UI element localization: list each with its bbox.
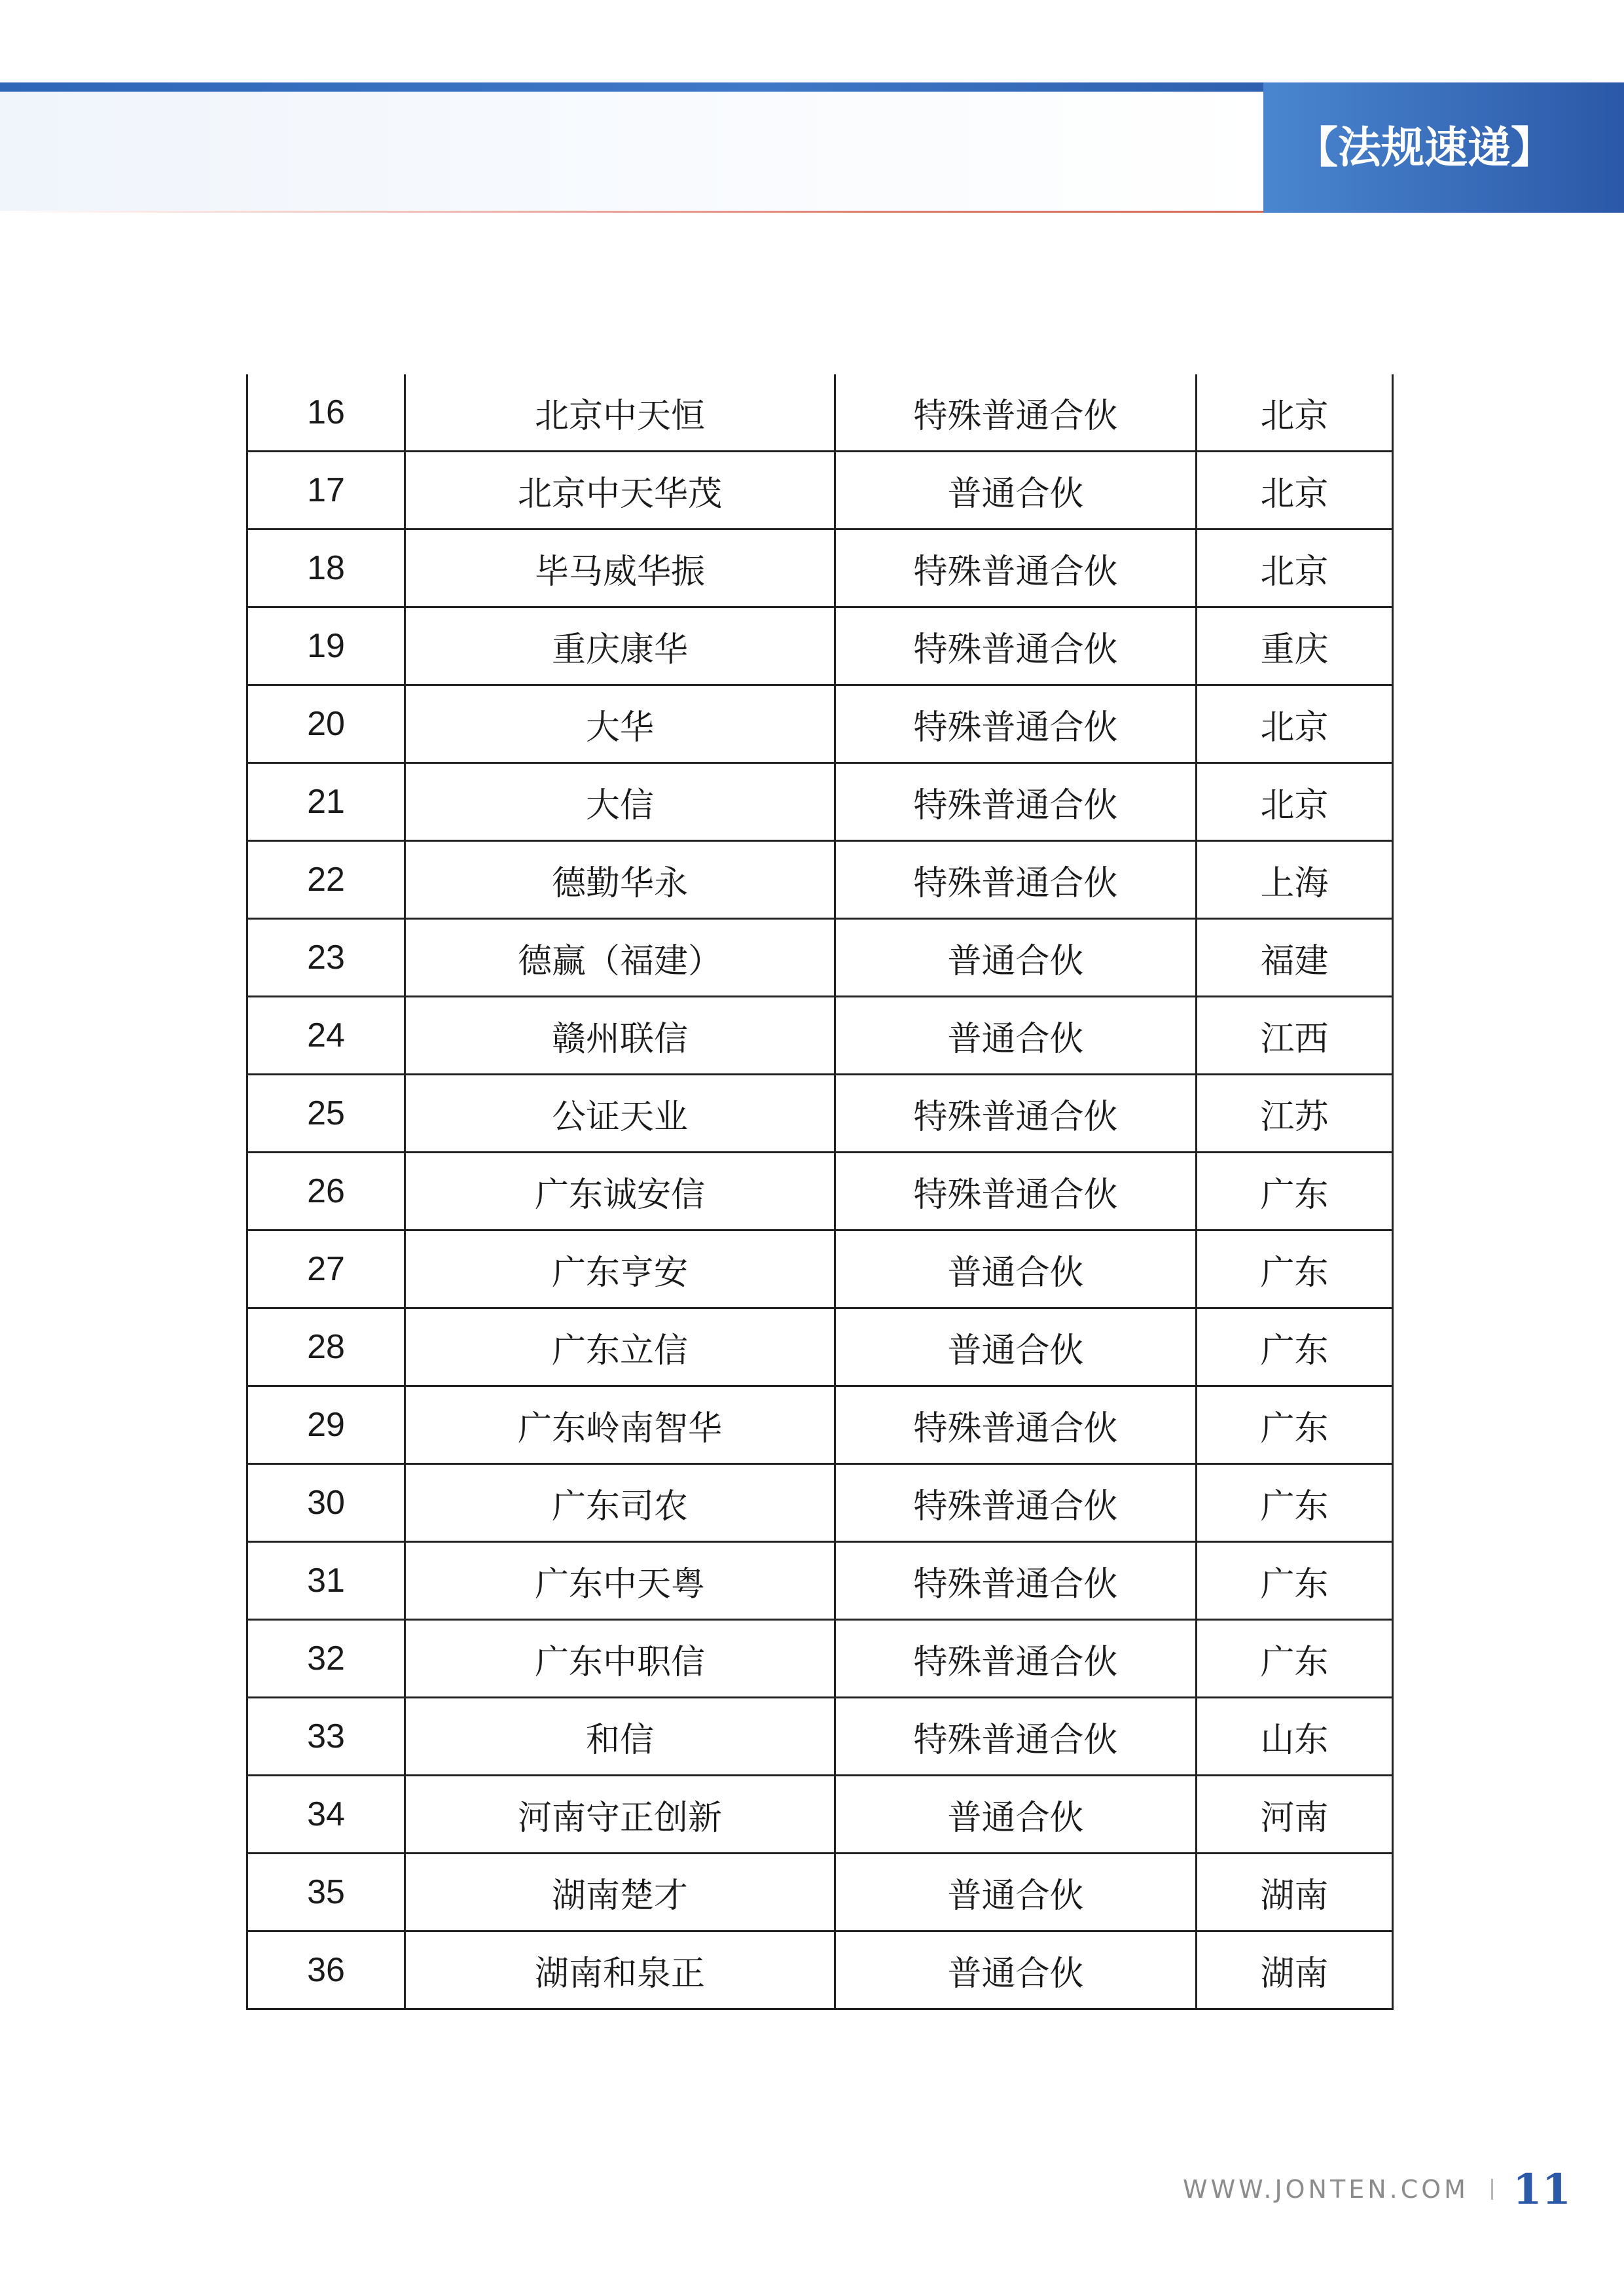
firm-name: 北京中天华茂 xyxy=(405,452,835,529)
row-number: 23 xyxy=(247,919,405,997)
table-row xyxy=(247,1464,1393,1542)
region: 山东 xyxy=(1197,1698,1393,1776)
table-row xyxy=(247,919,1393,997)
table-row xyxy=(247,763,1393,841)
firm-name: 广东岭南智华 xyxy=(405,1386,835,1464)
row-number: 24 xyxy=(247,997,405,1075)
firm-name: 湖南楚才 xyxy=(405,1854,835,1931)
table-row xyxy=(247,607,1393,685)
region: 河南 xyxy=(1197,1776,1393,1854)
table-row xyxy=(247,1308,1393,1386)
header-top-line xyxy=(0,82,1263,92)
firm-name: 大华 xyxy=(405,685,835,763)
firm-name: 湖南和泉正 xyxy=(405,1931,835,2009)
firm-name: 广东诚安信 xyxy=(405,1153,835,1230)
region: 广东 xyxy=(1197,1620,1393,1698)
firm-name: 赣州联信 xyxy=(405,997,835,1075)
firm-name: 德赢（福建） xyxy=(405,919,835,997)
firm-name: 德勤华永 xyxy=(405,841,835,919)
region: 广东 xyxy=(1197,1464,1393,1542)
firm-name: 和信 xyxy=(405,1698,835,1776)
partnership-type: 特殊普通合伙 xyxy=(835,529,1197,607)
partnership-type: 特殊普通合伙 xyxy=(835,763,1197,841)
firm-name: 广东司农 xyxy=(405,1464,835,1542)
header-band xyxy=(0,92,1263,211)
partnership-type: 特殊普通合伙 xyxy=(835,607,1197,685)
table-row xyxy=(247,997,1393,1075)
page-number: 11 xyxy=(1512,2164,1571,2214)
region: 广东 xyxy=(1197,1386,1393,1464)
row-number: 27 xyxy=(247,1230,405,1308)
region: 北京 xyxy=(1197,374,1393,452)
table-row xyxy=(247,1075,1393,1153)
table-row xyxy=(247,1153,1393,1230)
partnership-type: 普通合伙 xyxy=(835,919,1197,997)
firm-name: 重庆康华 xyxy=(405,607,835,685)
partnership-type: 普通合伙 xyxy=(835,1308,1197,1386)
row-number: 35 xyxy=(247,1854,405,1931)
partnership-type: 特殊普通合伙 xyxy=(835,1620,1197,1698)
firm-name: 广东中职信 xyxy=(405,1620,835,1698)
firm-name: 广东立信 xyxy=(405,1308,835,1386)
partnership-type: 普通合伙 xyxy=(835,1230,1197,1308)
region: 重庆 xyxy=(1197,607,1393,685)
row-number: 26 xyxy=(247,1153,405,1230)
region: 广东 xyxy=(1197,1308,1393,1386)
firm-name: 广东中天粤 xyxy=(405,1542,835,1620)
region: 江苏 xyxy=(1197,1075,1393,1153)
region: 北京 xyxy=(1197,763,1393,841)
table-row xyxy=(247,374,1393,452)
table-row xyxy=(247,1854,1393,1931)
row-number: 31 xyxy=(247,1542,405,1620)
partnership-type: 特殊普通合伙 xyxy=(835,841,1197,919)
row-number: 33 xyxy=(247,1698,405,1776)
region: 广东 xyxy=(1197,1542,1393,1620)
row-number: 19 xyxy=(247,607,405,685)
region: 湖南 xyxy=(1197,1931,1393,2009)
region: 广东 xyxy=(1197,1153,1393,1230)
table-row xyxy=(247,529,1393,607)
row-number: 30 xyxy=(247,1464,405,1542)
partnership-type: 普通合伙 xyxy=(835,452,1197,529)
partnership-type: 特殊普通合伙 xyxy=(835,374,1197,452)
row-number: 34 xyxy=(247,1776,405,1854)
partnership-type: 普通合伙 xyxy=(835,1931,1197,2009)
region: 北京 xyxy=(1197,452,1393,529)
table-row xyxy=(247,1931,1393,2009)
firm-name: 北京中天恒 xyxy=(405,374,835,452)
table-row xyxy=(247,685,1393,763)
table-row xyxy=(247,1698,1393,1776)
section-tag: 【法规速递】 xyxy=(1263,82,1624,213)
firm-name: 河南守正创新 xyxy=(405,1776,835,1854)
partnership-type: 特殊普通合伙 xyxy=(835,1698,1197,1776)
partnership-type: 特殊普通合伙 xyxy=(835,1075,1197,1153)
row-number: 22 xyxy=(247,841,405,919)
row-number: 20 xyxy=(247,685,405,763)
region: 上海 xyxy=(1197,841,1393,919)
row-number: 36 xyxy=(247,1931,405,2009)
firm-name: 毕马威华振 xyxy=(405,529,835,607)
row-number: 21 xyxy=(247,763,405,841)
region: 北京 xyxy=(1197,529,1393,607)
page-footer xyxy=(1113,2166,1571,2212)
region: 江西 xyxy=(1197,997,1393,1075)
firm-table-container xyxy=(246,374,1392,2010)
firm-name: 广东亨安 xyxy=(405,1230,835,1308)
table-row xyxy=(247,452,1393,529)
row-number: 18 xyxy=(247,529,405,607)
partnership-type: 特殊普通合伙 xyxy=(835,1542,1197,1620)
region: 广东 xyxy=(1197,1230,1393,1308)
partnership-type: 普通合伙 xyxy=(835,997,1197,1075)
row-number: 17 xyxy=(247,452,405,529)
row-number: 25 xyxy=(247,1075,405,1153)
firm-name: 公证天业 xyxy=(405,1075,835,1153)
footer-divider xyxy=(1491,2179,1493,2200)
row-number: 16 xyxy=(247,374,405,452)
partnership-type: 特殊普通合伙 xyxy=(835,1386,1197,1464)
table-row xyxy=(247,1620,1393,1698)
region: 福建 xyxy=(1197,919,1393,997)
header-accent-line xyxy=(0,211,1263,213)
firm-name: 大信 xyxy=(405,763,835,841)
table-row xyxy=(247,1542,1393,1620)
table-row xyxy=(247,841,1393,919)
partnership-type: 特殊普通合伙 xyxy=(835,685,1197,763)
region: 北京 xyxy=(1197,685,1393,763)
partnership-type: 普通合伙 xyxy=(835,1776,1197,1854)
firm-table xyxy=(246,374,1394,2010)
region: 湖南 xyxy=(1197,1854,1393,1931)
table-row xyxy=(247,1776,1393,1854)
table-row xyxy=(247,1230,1393,1308)
partnership-type: 普通合伙 xyxy=(835,1854,1197,1931)
row-number: 28 xyxy=(247,1308,405,1386)
row-number: 32 xyxy=(247,1620,405,1698)
table-row xyxy=(247,1386,1393,1464)
partnership-type: 特殊普通合伙 xyxy=(835,1464,1197,1542)
partnership-type: 特殊普通合伙 xyxy=(835,1153,1197,1230)
firm-table-body xyxy=(247,374,1393,2009)
website-url: WWW.JONTEN.COM xyxy=(1183,2175,1469,2204)
row-number: 29 xyxy=(247,1386,405,1464)
